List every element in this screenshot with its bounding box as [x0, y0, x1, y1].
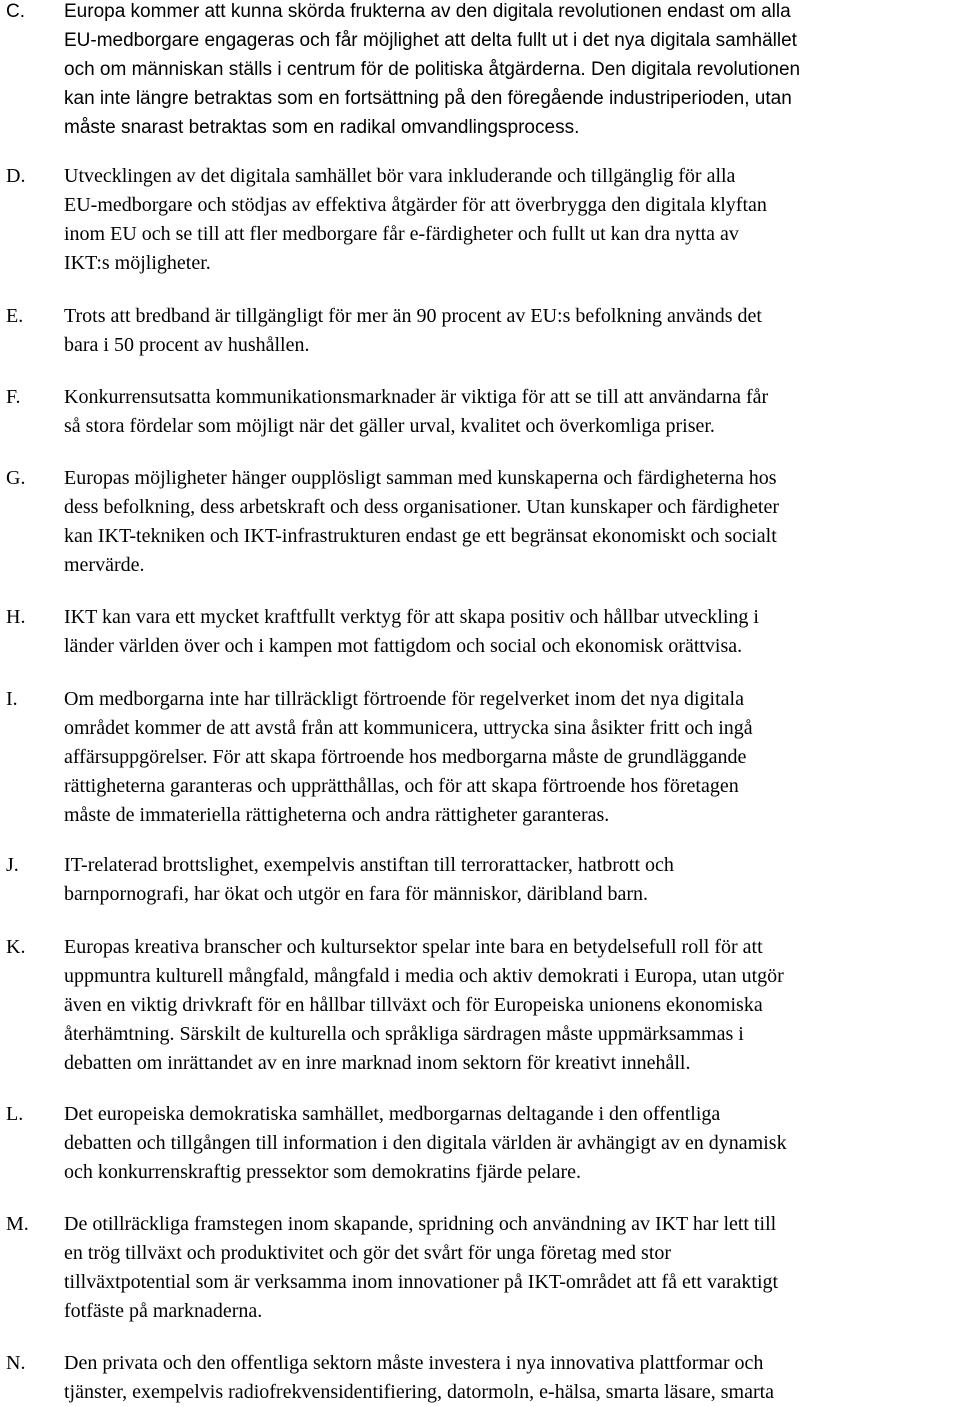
text-line: Europas möjligheter hänger oupplösligt samman med kunskaperna och färdigheterna hos: [64, 467, 777, 489]
text-line: Den privata och den offentliga sektorn måste investera i nya innovativa plattformar och: [64, 1352, 764, 1374]
text-line: och om människan ställs i centrum för de politiska åtgärderna. Den digitala revolutionen: [64, 59, 801, 80]
paragraph-text: [64, 603, 960, 661]
paragraph-n: [0, 1349, 960, 1407]
text-line: affärsuppgörelser. För att skapa förtroende hos medborgarna måste de grundläggande: [64, 746, 747, 768]
paragraph-m: [0, 1210, 960, 1326]
paragraph-i: [0, 685, 960, 830]
text-line: kan inte längre betraktas som en fortsättning på den föregående industriperioden, utan: [64, 88, 792, 109]
paragraph-g: [0, 464, 960, 580]
paragraph-label: D.: [6, 165, 26, 187]
paragraph-c: [0, 0, 960, 142]
text-line: Det europeiska demokratiska samhället, medborgarnas deltagande i den offentliga: [64, 1103, 721, 1125]
text-line: EU-medborgare och stödjas av effektiva åtgärder för att överbrygga den digitala klyftan: [64, 194, 767, 216]
paragraph-text: [64, 162, 960, 278]
paragraph-text: [64, 1349, 960, 1407]
paragraph-l: [0, 1100, 960, 1187]
text-line: så stora fördelar som möjligt när det gäller urval, kvalitet och överkomliga priser.: [64, 415, 715, 437]
paragraph-label: G.: [6, 467, 26, 489]
text-line: debatten och tillgången till information i den digitala världen är avhängigt av en dynamisk: [64, 1132, 787, 1154]
text-line: tjänster, exempelvis radiofrekvensidentifiering, datormoln, e-hälsa, smarta läsare, smarta: [64, 1381, 775, 1403]
paragraph-text: [64, 933, 960, 1078]
text-line: Europas kreativa branscher och kultursektor spelar inte bara en betydelsefull roll för att: [64, 936, 763, 958]
text-line: en trög tillväxt och produktivitet och gör det svårt för unga företag med stor: [64, 1242, 672, 1264]
paragraph-text: [64, 464, 960, 580]
paragraph-h: [0, 603, 960, 661]
text-line: dess befolkning, dess arbetskraft och dess organisationer. Utan kunskaper och färdigheter: [64, 496, 779, 518]
text-line: måste snarast betraktas som en radikal omvandlingsprocess.: [64, 117, 580, 138]
text-line: fotfäste på marknaderna.: [64, 1300, 263, 1322]
paragraph-label: N.: [6, 1352, 26, 1374]
text-line: rättigheterna garanteras och upprätthållas, och för att skapa förtroende hos företagen: [64, 775, 739, 797]
paragraph-k: [0, 933, 960, 1078]
paragraph-label: J.: [6, 854, 19, 876]
paragraph-text: [64, 1210, 960, 1326]
text-line: IKT:s möjligheter.: [64, 252, 211, 274]
paragraph-label: F.: [6, 386, 21, 408]
text-line: länder världen över och i kampen mot fattigdom och social och ekonomisk orättvisa.: [64, 635, 743, 657]
text-line: uppmuntra kulturell mångfald, mångfald i media och aktiv demokrati i Europa, utan utgör: [64, 965, 784, 987]
text-line: mervärde.: [64, 554, 145, 576]
paragraph-label: L.: [6, 1103, 24, 1125]
text-line: debatten om inrättandet av en inre marknad inom sektorn för kreativt innehåll.: [64, 1052, 691, 1074]
paragraph-e: [0, 302, 960, 360]
paragraph-label: C.: [6, 1, 25, 22]
paragraph-label: H.: [6, 606, 26, 628]
text-line: Europa kommer att kunna skörda frukterna av den digitala revolutionen endast om alla: [64, 1, 791, 22]
paragraph-text: [64, 383, 960, 441]
text-line: och konkurrenskraftig pressektor som demokratins fjärde pelare.: [64, 1161, 582, 1183]
text-line: bara i 50 procent av hushållen.: [64, 334, 310, 356]
text-line: kan IKT-tekniken och IKT-infrastrukturen endast ge ett begränsat ekonomiskt och socialt: [64, 525, 777, 547]
paragraph-text: [64, 851, 960, 909]
text-line: området kommer de att avstå från att kommunicera, uttrycka sina åsikter fritt och ingå: [64, 717, 753, 739]
text-line: barnpornografi, har ökat och utgör en fara för människor, däribland barn.: [64, 883, 648, 905]
text-line: inom EU och se till att fler medborgare får e-färdigheter och fullt ut kan dra nytta av: [64, 223, 739, 245]
paragraph-text: [64, 685, 960, 830]
text-line: IKT kan vara ett mycket kraftfullt verktyg för att skapa positiv och hållbar utveckling i: [64, 606, 759, 628]
paragraph-f: [0, 383, 960, 441]
paragraph-text: [64, 0, 960, 142]
paragraph-d: [0, 162, 960, 278]
text-line: Om medborgarna inte har tillräckligt förtroende för regelverket inom det nya digitala: [64, 688, 744, 710]
text-line: De otillräckliga framstegen inom skapande, spridning och användning av IKT har lett till: [64, 1213, 777, 1235]
text-line: återhämtning. Särskilt de kulturella och språkliga särdragen måste uppmärksammas i: [64, 1023, 744, 1045]
paragraph-text: [64, 302, 960, 360]
text-line: IT-relaterad brottslighet, exempelvis anstiftan till terrorattacker, hatbrott och: [64, 854, 674, 876]
text-line: måste de immateriella rättigheterna och andra rättigheter garanteras.: [64, 804, 610, 826]
text-line: även en viktig drivkraft för en hållbar tillväxt och för Europeiska unionens ekonomiska: [64, 994, 763, 1016]
paragraph-j: [0, 851, 960, 909]
text-line: Utvecklingen av det digitala samhället bör vara inkluderande och tillgänglig för alla: [64, 165, 736, 187]
paragraph-label: M.: [6, 1213, 29, 1235]
paragraph-label: E.: [6, 305, 24, 327]
text-line: Konkurrensutsatta kommunikationsmarknader är viktiga för att se till att användarna får: [64, 386, 769, 408]
text-line: EU-medborgare engageras och får möjlighet att delta fullt ut i det nya digitala samhället: [64, 30, 797, 51]
paragraph-text: [64, 1100, 960, 1187]
paragraph-label: K.: [6, 936, 26, 958]
paragraph-label: I.: [6, 688, 18, 710]
text-line: Trots att bredband är tillgängligt för mer än 90 procent av EU:s befolkning används det: [64, 305, 762, 327]
text-line: tillväxtpotential som är verksamma inom innovationer på IKT-området att få ett varaktigt: [64, 1271, 779, 1293]
